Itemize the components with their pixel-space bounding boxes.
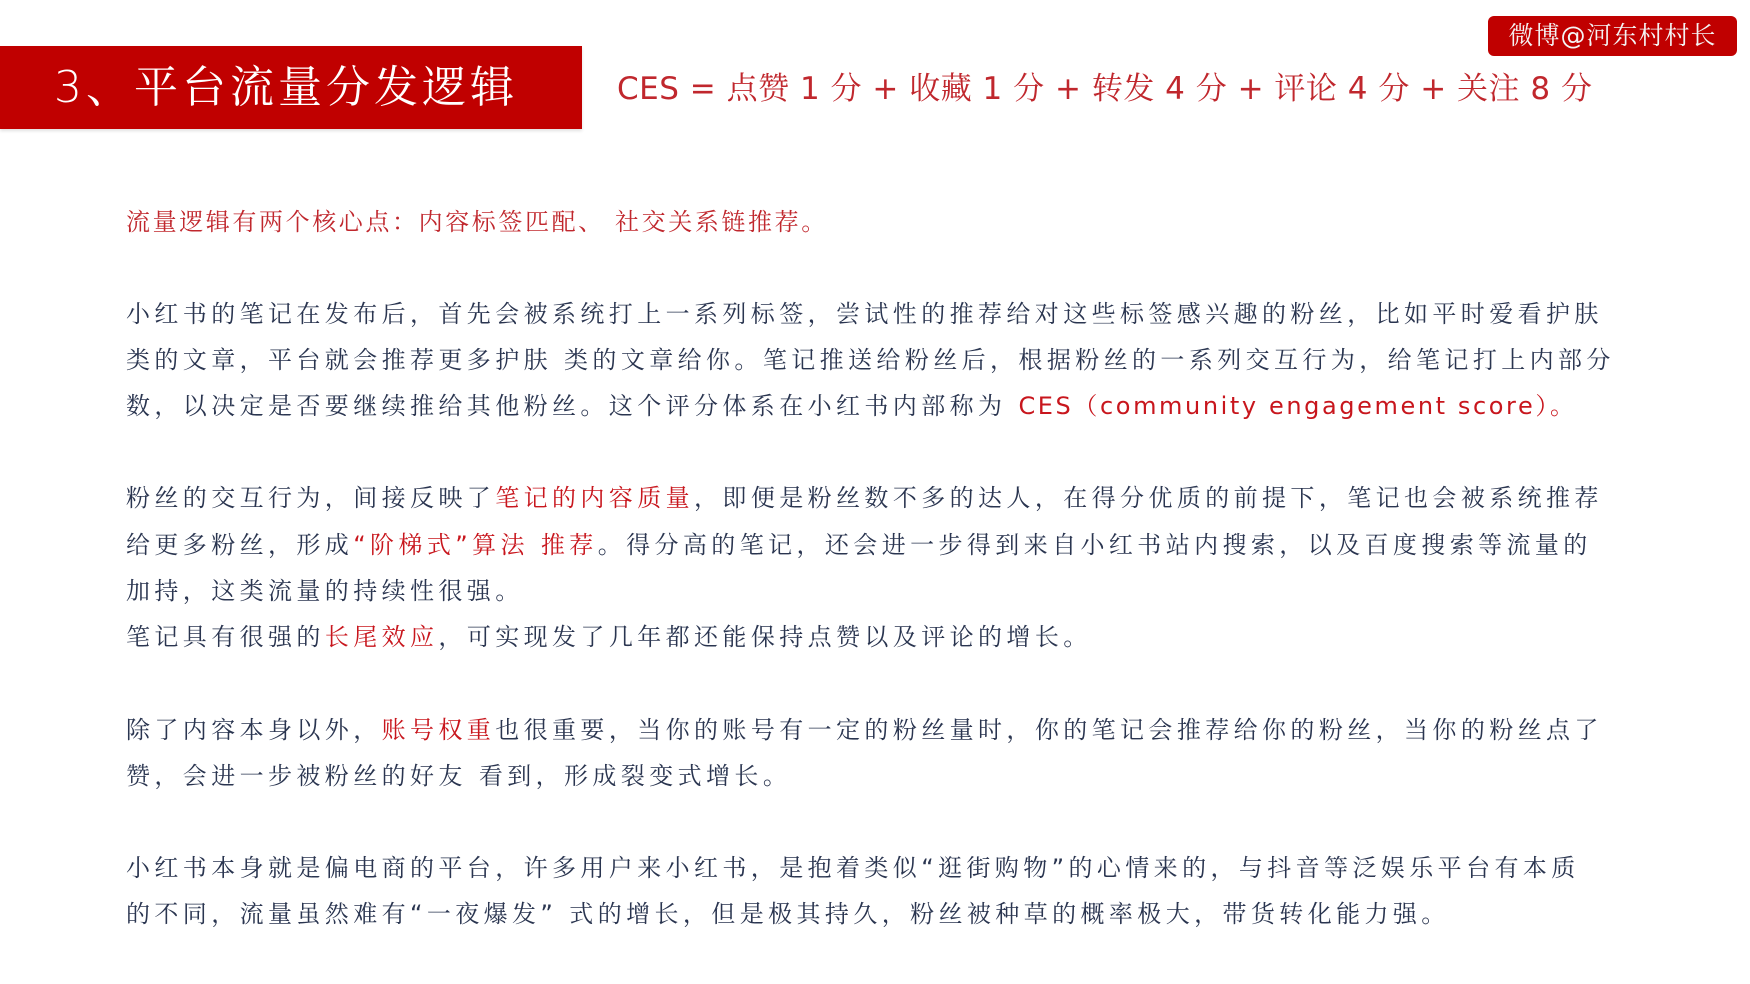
text-run: 的不同，流量虽然难有“一夜爆发” 式的增长，但是极其持久，粉丝被种草的概率极大，带货转化能力强。 — [126, 900, 1450, 928]
paragraph-2-line-1 — [126, 478, 1603, 518]
text-run: ，可实现发了几年都还能保持点赞以及评论的增长。 — [438, 623, 1092, 651]
text-run: ，即便是粉丝数不多的达人，在得分优质的前提下，笔记也会被系统推荐 — [694, 484, 1603, 512]
headline: 流量逻辑有两个核心点：内容标签匹配、 社交关系链推荐。 — [126, 208, 828, 236]
text-run: 加持，这类流量的持续性很强。 — [126, 577, 524, 605]
text-run: 小红书的笔记在发布后，首先会被系统打上一系列标签，尝试性的推荐给对这些标签感兴趣的粉丝，比如平时爱看护肤 — [126, 300, 1603, 328]
paragraph-2-line-4 — [126, 617, 1092, 657]
section-title-banner — [0, 46, 582, 129]
paragraph-1-line-3 — [126, 386, 1577, 426]
text-run: 给更多粉丝，形成 — [126, 531, 354, 559]
text-run: 赞，会进一步被粉丝的好友 看到，形成裂变式增长。 — [126, 762, 792, 790]
weibo-watermark: 微博@河东村村长 — [1488, 16, 1737, 56]
paragraph-4-line-1 — [126, 848, 1580, 888]
text-run: 除了内容本身以外， — [126, 716, 382, 744]
paragraph-3-line-2 — [126, 756, 791, 796]
text-run: 也很重要，当你的账号有一定的粉丝量时，你的笔记会推荐给你的粉丝，当你的粉丝点了 — [495, 716, 1603, 744]
paragraph-2-line-3 — [126, 571, 524, 611]
ces-term-highlight: CES（community engagement score）。 — [1018, 392, 1577, 420]
ces-formula: CES = 点赞 1 分 + 收藏 1 分 + 转发 4 分 + 评论 4 分 + 关注 8 分 — [617, 71, 1593, 107]
paragraph-1-line-1 — [126, 294, 1603, 334]
paragraph-2-line-2 — [126, 525, 1592, 565]
highlight-ladder-algorithm: “阶梯式”算法 推荐 — [353, 531, 598, 559]
highlight-content-quality: 笔记的内容质量 — [495, 484, 695, 512]
paragraph-4-line-2 — [126, 894, 1450, 934]
paragraph-3-line-1 — [126, 710, 1603, 750]
text-run: 数，以决定是否要继续推给其他粉丝。这个评分体系在小红书内部称为 — [126, 392, 1019, 420]
text-run: 小红书本身就是偏电商的平台，许多用户来小红书，是抱着类似“逛街购物”的心情来的，与抖音等泛娱乐平台有本质 — [126, 854, 1580, 882]
text-run: 粉丝的交互行为，间接反映了 — [126, 484, 496, 512]
paragraph-1-line-2 — [126, 340, 1615, 380]
text-run: 笔记具有很强的 — [126, 623, 325, 651]
highlight-account-weight: 账号权重 — [381, 716, 496, 744]
highlight-long-tail: 长尾效应 — [324, 623, 439, 651]
text-run: 。得分高的笔记，还会进一步得到来自小红书站内搜索，以及百度搜索等流量的 — [597, 531, 1592, 559]
section-title: 3、平台流量分发逻辑 — [54, 62, 518, 113]
text-run: 类的文章，平台就会推荐更多护肤 类的文章给你。笔记推送给粉丝后，根据粉丝的一系列交互行为，给笔记打上内部分 — [126, 346, 1615, 374]
